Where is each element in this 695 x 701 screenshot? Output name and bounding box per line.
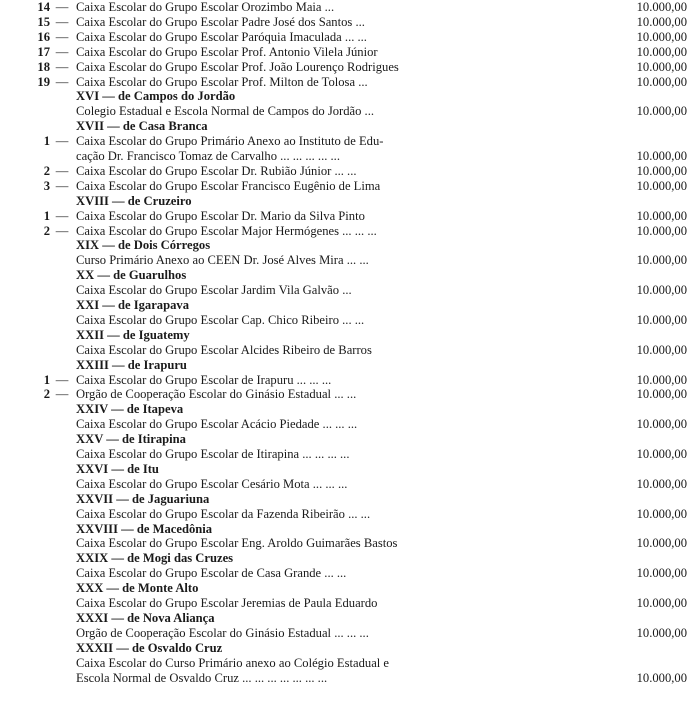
section-heading: XXIII — de Irapuru: [76, 357, 187, 372]
document-line: [0, 477, 695, 491]
entry-amount: 10.000,00: [636, 536, 687, 551]
entry-text: Escola Normal de Osvaldo Cruz ... ... ... ... ... ... ...: [76, 670, 328, 685]
document-line: [0, 149, 695, 163]
item-dash: —: [55, 387, 69, 402]
section-heading: XIX — de Dois Córregos: [76, 238, 211, 253]
item-dash: —: [55, 74, 69, 89]
document-line: [0, 224, 695, 238]
entry-amount: 10.000,00: [636, 342, 687, 357]
section-heading: XVII — de Casa Branca: [76, 119, 208, 134]
document-line: [0, 566, 695, 580]
entry-text: Caixa Escolar do Grupo Escolar Cap. Chico Ribeiro ... ...: [76, 312, 365, 327]
item-dash: —: [55, 134, 69, 149]
entry-amount: 10.000,00: [636, 163, 687, 178]
item-dash: —: [55, 59, 69, 74]
section-heading: XXVI — de Itu: [76, 461, 159, 476]
entry-amount: 10.000,00: [636, 178, 687, 193]
entry-amount: 10.000,00: [636, 74, 687, 89]
entry-amount: 10.000,00: [636, 104, 687, 119]
entry-amount: 10.000,00: [636, 372, 687, 387]
item-dash: —: [55, 163, 69, 178]
entry-amount: 10.000,00: [636, 14, 687, 29]
section-heading: XXXII — de Osvaldo Cruz: [76, 640, 223, 655]
document-line: [0, 417, 695, 431]
document-line: [0, 0, 695, 14]
entry-amount: 10.000,00: [636, 283, 687, 298]
entry-text: Caixa Escolar do Grupo Escolar Prof. Antonio Vilela Júnior: [76, 44, 378, 59]
section-heading-row: [0, 522, 695, 536]
section-heading-row: [0, 492, 695, 506]
item-number: 16: [37, 29, 50, 44]
entry-amount: 10.000,00: [636, 312, 687, 327]
section-heading-row: [0, 641, 695, 655]
entry-text: Orgão de Cooperação Escolar do Ginásio Estadual ... ... ...: [76, 625, 369, 640]
document-line: [0, 164, 695, 178]
entry-amount: 10.000,00: [636, 476, 687, 491]
item-number: 14: [37, 0, 50, 14]
entry-text: Caixa Escolar do Grupo Escolar Dr. Rubião Júnior ... ...: [76, 163, 357, 178]
entry-text: Colegio Estadual e Escola Normal de Campos do Jordão ...: [76, 104, 374, 119]
entry-text: Caixa Escolar do Grupo Escolar Eng. Aroldo Guimarães Bastos: [76, 536, 398, 551]
document-line: [0, 75, 695, 89]
entry-text: Caixa Escolar do Grupo Escolar da Fazenda Ribeirão ... ...: [76, 506, 371, 521]
entry-text: Caixa Escolar do Grupo Escolar Prof. Milton de Tolosa ...: [76, 74, 368, 89]
entry-text: Caixa Escolar do Grupo Escolar Padre José dos Santos ...: [76, 14, 365, 29]
entry-text: Caixa Escolar do Grupo Primário Anexo ao Instituto de Edu-: [76, 134, 384, 149]
document-line: [0, 536, 695, 550]
section-heading: XXXI — de Nova Aliança: [76, 610, 215, 625]
item-number: 17: [37, 44, 50, 59]
entry-amount: 10.000,00: [636, 44, 687, 59]
document-line: [0, 373, 695, 387]
entry-amount: 10.000,00: [636, 506, 687, 521]
item-dash: —: [55, 14, 69, 29]
section-heading: XXVIII — de Macedônia: [76, 521, 213, 536]
section-heading-row: [0, 358, 695, 372]
section-heading: XVIII — de Cruzeiro: [76, 193, 192, 208]
document-line: [0, 313, 695, 327]
section-heading-row: [0, 194, 695, 208]
section-heading-row: [0, 298, 695, 312]
item-dash: —: [55, 208, 69, 223]
entry-text: Orgão de Cooperação Escolar do Ginásio Estadual ... ...: [76, 387, 357, 402]
entry-text: Caixa Escolar do Grupo Escolar de Casa Grande ... ...: [76, 566, 347, 581]
entry-text: Caixa Escolar do Grupo Escolar Cesário Mota ... ... ...: [76, 476, 348, 491]
entry-text: Caixa Escolar do Grupo Escolar Acácio Piedade ... ... ...: [76, 417, 358, 432]
item-dash: —: [55, 44, 69, 59]
section-heading-row: [0, 581, 695, 595]
section-heading: XXX — de Monte Alto: [76, 581, 199, 596]
entry-text: Caixa Escolar do Grupo Escolar Orozimbo Maia ...: [76, 0, 335, 14]
item-number: 1: [43, 208, 50, 223]
section-heading: XX — de Guarulhos: [76, 268, 187, 283]
entry-text: Caixa Escolar do Grupo Escolar de Irapuru ... ... ...: [76, 372, 332, 387]
document-line: [0, 134, 695, 148]
section-heading-row: [0, 462, 695, 476]
section-heading: XXI — de Igarapava: [76, 298, 189, 312]
item-dash: —: [55, 178, 69, 193]
entry-amount: 10.000,00: [636, 253, 687, 268]
entry-amount: 10.000,00: [636, 29, 687, 44]
section-heading-row: [0, 119, 695, 133]
entry-text: Caixa Escolar do Grupo Escolar Alcides Ribeiro de Barros: [76, 342, 372, 357]
section-heading-row: [0, 611, 695, 625]
document-line: [0, 283, 695, 297]
section-heading: XXV — de Itirapina: [76, 432, 186, 447]
item-dash: —: [55, 0, 69, 14]
section-heading: XXII — de Iguatemy: [76, 327, 190, 342]
entry-text: Caixa Escolar do Grupo Escolar Francisco Eugênio de Lima: [76, 178, 381, 193]
document-line: [0, 626, 695, 640]
item-number: 1: [43, 134, 50, 149]
section-heading: XVI — de Campos do Jordão: [76, 89, 236, 104]
section-heading-row: [0, 238, 695, 252]
section-heading: XXIX — de Mogi das Cruzes: [76, 551, 234, 566]
document-line: [0, 387, 695, 401]
document-line: [0, 179, 695, 193]
item-number: 2: [43, 387, 50, 402]
entry-amount: 10.000,00: [636, 149, 687, 163]
section-heading-row: [0, 268, 695, 282]
document-line: [0, 45, 695, 59]
document-line: [0, 656, 695, 670]
document-line: [0, 104, 695, 118]
document-line: [0, 447, 695, 461]
section-heading-row: [0, 89, 695, 103]
section-heading-row: [0, 432, 695, 446]
entry-amount: 10.000,00: [636, 387, 687, 402]
document-line: [0, 343, 695, 357]
item-dash: —: [55, 29, 69, 44]
entry-amount: 10.000,00: [636, 417, 687, 432]
entry-text: Caixa Escolar do Grupo Escolar Prof. João Lourenço Rodrigues: [76, 59, 399, 74]
item-number: 2: [43, 163, 50, 178]
entry-text: Caixa Escolar do Grupo Escolar Major Hermógenes ... ... ...: [76, 223, 377, 238]
document-line: [0, 671, 695, 685]
item-number: 18: [37, 59, 50, 74]
entry-text: Caixa Escolar do Curso Primário anexo ao Colégio Estadual e: [76, 655, 390, 670]
item-number: 3: [43, 178, 50, 193]
entry-text: Curso Primário Anexo ao CEEN Dr. José Alves Mira ... ...: [76, 253, 369, 268]
item-number: 1: [43, 372, 50, 387]
section-heading-row: [0, 328, 695, 342]
entry-amount: 10.000,00: [636, 566, 687, 581]
item-number: 19: [37, 74, 50, 89]
item-number: 2: [43, 223, 50, 238]
document-line: [0, 596, 695, 610]
document-line: [0, 15, 695, 29]
entry-amount: 10.000,00: [636, 596, 687, 610]
document-line: [0, 30, 695, 44]
section-heading-row: [0, 402, 695, 416]
entry-text: Caixa Escolar do Grupo Escolar de Itirapina ... ... ... ...: [76, 447, 350, 461]
item-dash: —: [55, 223, 69, 238]
entry-amount: 10.000,00: [636, 447, 687, 461]
document-line: [0, 253, 695, 267]
section-heading: XXIV — de Itapeva: [76, 402, 184, 417]
entry-text: Caixa Escolar do Grupo Escolar Paróquia Imaculada ... ...: [76, 29, 367, 44]
document-line: [0, 507, 695, 521]
entry-amount: 10.000,00: [636, 670, 687, 685]
section-heading-row: [0, 551, 695, 565]
item-dash: —: [55, 372, 69, 387]
entry-amount: 10.000,00: [636, 59, 687, 74]
entry-amount: 10.000,00: [636, 625, 687, 640]
entry-amount: 10.000,00: [636, 0, 687, 14]
section-heading: XXVII — de Jaguariuna: [76, 491, 210, 506]
entry-text: Caixa Escolar do Grupo Escolar Jardim Vila Galvão ...: [76, 283, 352, 298]
document-line: [0, 209, 695, 223]
item-number: 15: [37, 14, 50, 29]
entry-amount: 10.000,00: [636, 208, 687, 223]
document-line: [0, 60, 695, 74]
entry-text: Caixa Escolar do Grupo Escolar Jeremias de Paula Eduardo: [76, 596, 378, 610]
entry-text: cação Dr. Francisco Tomaz de Carvalho ... ... ... ... ...: [76, 149, 340, 163]
entry-text: Caixa Escolar do Grupo Escolar Dr. Mario da Silva Pinto: [76, 208, 365, 223]
entry-amount: 10.000,00: [636, 223, 687, 238]
